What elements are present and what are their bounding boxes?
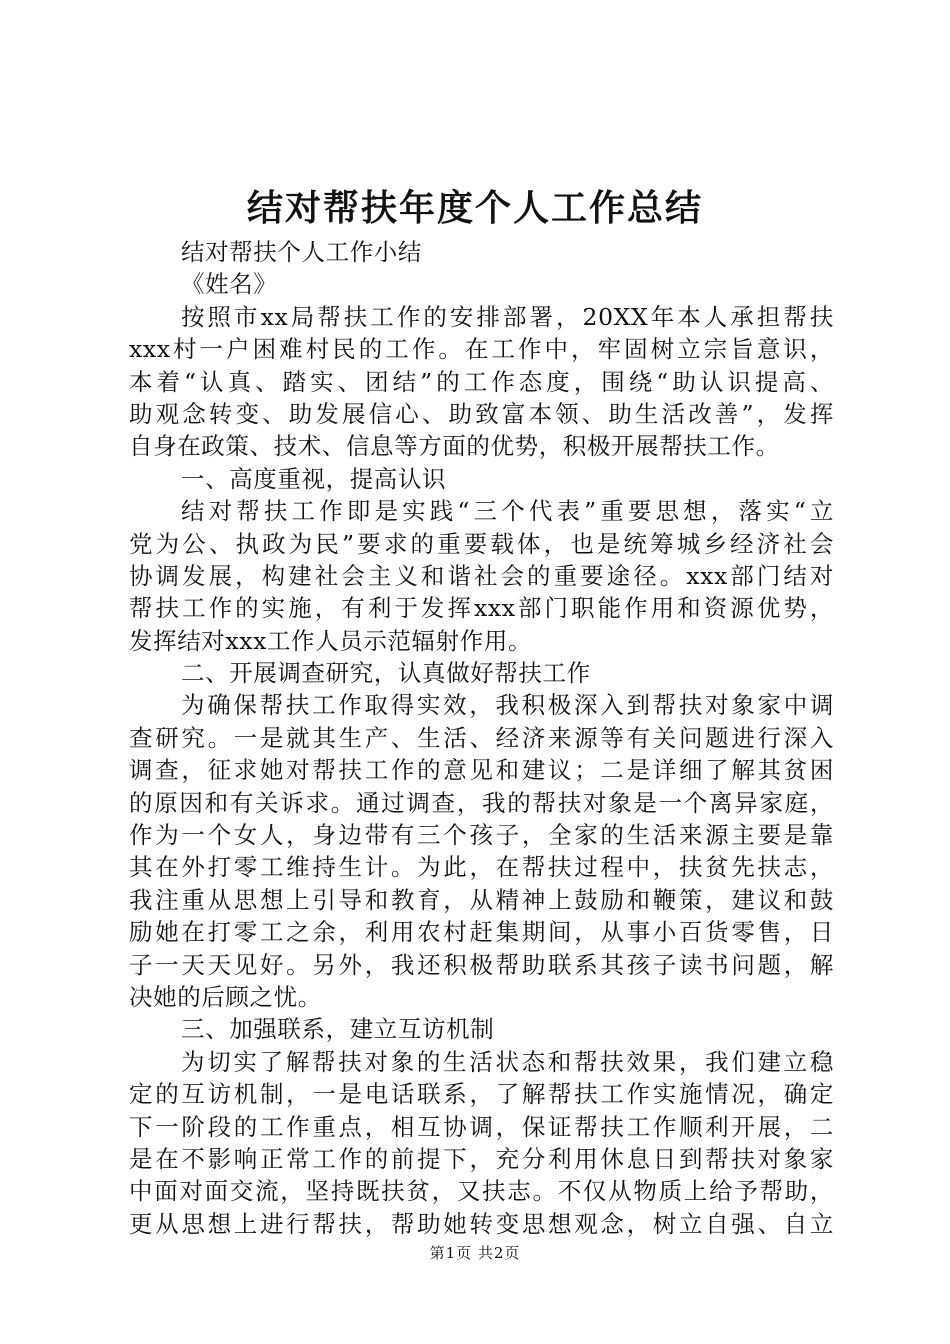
body-line: 作为一个女人，身边带有三个孩子，全家的生活来源主要是靠 xyxy=(129,821,834,850)
document-title: 结对帮扶年度个人工作总结 xyxy=(246,187,703,229)
body-line: 本着“认真、踏实、团结”的工作态度，围绕“助认识提高、 xyxy=(129,367,834,396)
body-line: 中面对面交流，坚持既扶贫，又扶志。不仅从物质上给予帮助， xyxy=(129,1177,834,1206)
body-line: 为切实了解帮扶对象的生活状态和帮扶效果，我们建立稳 xyxy=(181,1047,834,1076)
body-line: 结对帮扶工作即是实践“三个代表”重要思想，落实“立 xyxy=(181,497,834,526)
body-line: 帮扶工作的实施，有利于发挥xxx部门职能作用和资源优势， xyxy=(129,594,834,623)
body-line: 决她的后顾之忧。 xyxy=(129,982,322,1011)
document-body xyxy=(129,236,834,1240)
page-number-footer: 第1页 共2页 xyxy=(429,1244,521,1262)
body-line: 定的互访机制，一是电话联系，了解帮扶工作实施情况，确定 xyxy=(129,1080,834,1109)
body-line: 按照市xx局帮扶工作的安排部署，20XX年本人承担帮扶 xyxy=(181,302,834,331)
body-line: 其在外打零工维持生计。为此，在帮扶过程中，扶贫先扶志， xyxy=(129,853,834,882)
body-line: 下一阶段的工作重点，相互协调，保证帮扶工作顺利开展，二 xyxy=(129,1112,834,1141)
body-line: 的原因和有关诉求。通过调查，我的帮扶对象是一个离异家庭， xyxy=(129,788,834,817)
body-line: 党为公、执政为民”要求的重要载体，也是统筹城乡经济社会 xyxy=(129,529,834,558)
body-line: 《姓名》 xyxy=(181,270,278,299)
body-line: 自身在政策、技术、信息等方面的优势，积极开展帮扶工作。 xyxy=(129,432,780,461)
body-line: 励她在打零工之余，利用农村赶集期间，从事小百货零售，日 xyxy=(129,918,834,947)
body-line: 协调发展，构建社会主义和谐社会的重要途径。xxx部门结对 xyxy=(129,561,834,590)
body-line: 助观念转变、助发展信心、助致富本领、助生活改善”，发挥 xyxy=(129,399,834,428)
body-line: 调查，征求她对帮扶工作的意见和建议；二是详细了解其贫困 xyxy=(129,756,834,785)
body-line: 一、高度重视，提高认识 xyxy=(181,464,447,493)
body-line: 子一天天见好。另外，我还积极帮助联系其孩子读书问题，解 xyxy=(129,950,834,979)
body-line: 三、加强联系，建立互访机制 xyxy=(181,1015,495,1044)
body-line: 发挥结对xxx工作人员示范辐射作用。 xyxy=(129,626,533,655)
body-line: 我注重从思想上引导和教育，从精神上鼓励和鞭策，建议和鼓 xyxy=(129,885,834,914)
body-line: 结对帮扶个人工作小结 xyxy=(181,238,422,266)
body-line: 为确保帮扶工作取得实效，我积极深入到帮扶对象家中调 xyxy=(181,691,834,720)
body-line: xxx村一户困难村民的工作。在工作中，牢固树立宗旨意识， xyxy=(129,335,834,364)
body-line: 是在不影响正常工作的前提下，充分利用休息日到帮扶对象家 xyxy=(129,1144,834,1173)
body-line: 更从思想上进行帮扶，帮助她转变思想观念，树立自强、自立 xyxy=(129,1209,834,1238)
body-line: 二、开展调查研究，认真做好帮扶工作 xyxy=(181,659,591,688)
body-line: 查研究。一是就其生产、生活、经济来源等有关问题进行深入 xyxy=(129,723,834,752)
